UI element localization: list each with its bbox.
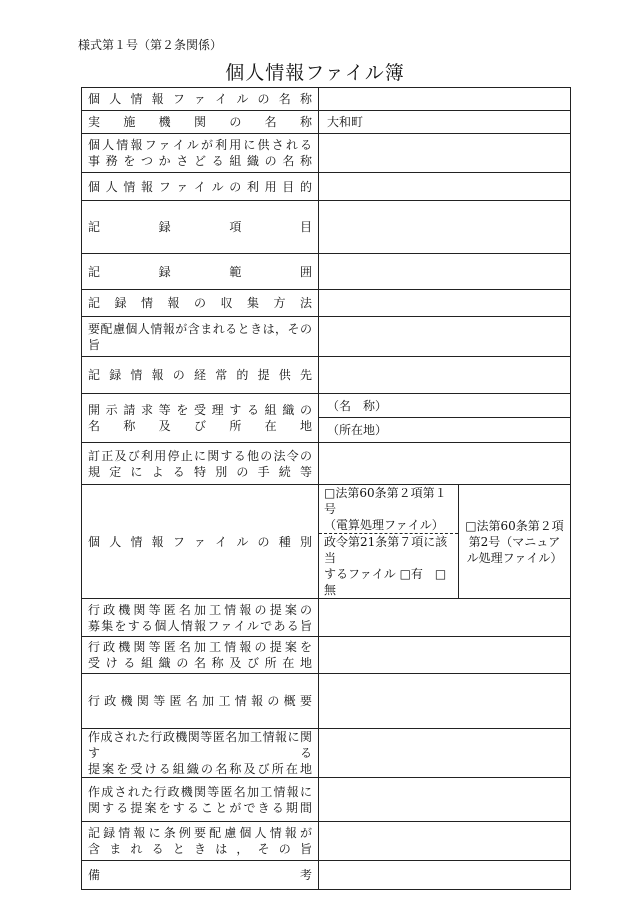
row-label-file-type: 個人情報ファイルの種別 xyxy=(82,485,319,599)
anonymized-solicitation-field[interactable] xyxy=(319,599,571,637)
row-label-anonymized-summary: 行政機関等匿名加工情報の概要 xyxy=(82,674,319,729)
sensitive-info-field[interactable] xyxy=(319,317,571,357)
row-label-administering-organization: 個人情報ファイルが利用に供される 事務をつかさどる組織の名称 xyxy=(82,134,319,173)
remarks-field[interactable] xyxy=(319,861,571,890)
table-row xyxy=(82,290,571,317)
anonymized-summary-field[interactable] xyxy=(319,674,571,729)
table-row xyxy=(82,674,571,729)
electronic-file-checkbox-label: □法第60条第２項第１号 xyxy=(324,486,447,516)
manual-file-caption-2: ル処理ファイル） xyxy=(466,550,563,565)
table-row xyxy=(82,443,571,485)
record-items-field[interactable] xyxy=(319,201,571,254)
record-scope-field[interactable] xyxy=(319,254,571,290)
row-label-remarks: 備考 xyxy=(82,861,319,890)
ordinance-sensitive-info-field[interactable] xyxy=(319,822,571,861)
table-row xyxy=(82,88,571,111)
table-row xyxy=(82,778,571,822)
agency-name-field[interactable]: 大和町 xyxy=(319,111,571,134)
table-row xyxy=(82,317,571,357)
table-row xyxy=(82,637,571,674)
table-row xyxy=(82,822,571,861)
special-procedures-field[interactable] xyxy=(319,443,571,485)
ordinance-caption: 政令第21条第７項に該当 xyxy=(324,535,448,565)
anonymized-receiving-org-field[interactable] xyxy=(319,637,571,674)
administering-organization-field[interactable] xyxy=(319,134,571,173)
table-row xyxy=(82,485,571,534)
regular-recipients-field[interactable] xyxy=(319,357,571,394)
table-row xyxy=(82,201,571,254)
disclosure-org-name-field[interactable]: （名 称） xyxy=(319,394,571,418)
table-row xyxy=(82,134,571,173)
row-label-sensitive-info: 要配慮個人情報が含まれるときは，その旨 xyxy=(82,317,319,357)
row-label-agency-name: 実施機関の名称 xyxy=(82,111,319,134)
collection-method-field[interactable] xyxy=(319,290,571,317)
form-number: 様式第１号（第２条関係） xyxy=(78,38,223,52)
ordinance-checkboxes[interactable]: するファイル □有 □無 xyxy=(324,567,447,597)
register-table xyxy=(81,87,571,890)
table-row xyxy=(82,111,571,134)
table-row xyxy=(82,357,571,394)
page-title: 個人情報ファイル簿 xyxy=(225,62,405,84)
row-label-regular-recipients: 記録情報の経常的提供先 xyxy=(82,357,319,394)
table-row xyxy=(82,254,571,290)
row-label-anonymized-solicitation: 行政機関等匿名加工情報の提案の 募集をする個人情報ファイルである旨 xyxy=(82,599,319,637)
table-row xyxy=(82,394,571,418)
proposal-period-field[interactable] xyxy=(319,778,571,822)
row-label-anonymized-receiving-org: 行政機関等匿名加工情報の提案を 受ける組織の名称及び所在地 xyxy=(82,637,319,674)
manual-file-checkbox-label: □法第60条第２項 xyxy=(465,518,564,533)
table-row xyxy=(82,599,571,637)
manual-file-caption-1: 第2号（マニュア xyxy=(468,534,561,549)
row-label-proposal-period: 作成された行政機関等匿名加工情報に 関する提案をすることができる期間 xyxy=(82,778,319,822)
manual-file-option[interactable] xyxy=(459,485,571,599)
row-label-disclosure-organization: 開示請求等を受理する組織の 名称及び所在地 xyxy=(82,394,319,443)
file-name-field[interactable] xyxy=(319,88,571,111)
table-row xyxy=(82,173,571,201)
electronic-file-option[interactable] xyxy=(319,485,459,534)
row-label-collection-method: 記録情報の収集方法 xyxy=(82,290,319,317)
row-label-record-scope: 記録範囲 xyxy=(82,254,319,290)
electronic-file-caption: （電算処理ファイル） xyxy=(324,518,444,532)
table-row xyxy=(82,861,571,890)
purpose-field[interactable] xyxy=(319,173,571,201)
row-label-special-procedures: 訂正及び利用停止に関する他の法令の 規定による特別の手続等 xyxy=(82,443,319,485)
row-label-record-items: 記録項目 xyxy=(82,201,319,254)
ordinance-option[interactable] xyxy=(319,534,459,599)
created-anonymized-org-field[interactable] xyxy=(319,729,571,778)
row-label-file-name: 個人情報ファイルの名称 xyxy=(82,88,319,111)
table-row xyxy=(82,729,571,778)
row-label-purpose: 個人情報ファイルの利用目的 xyxy=(82,173,319,201)
row-label-ordinance-sensitive-info: 記録情報に条例要配慮個人情報が 含まれるときは，その旨 xyxy=(82,822,319,861)
disclosure-org-address-field[interactable]: （所在地） xyxy=(319,418,571,443)
row-label-created-anonymized-org: 作成された行政機関等匿名加工情報に関する 提案を受ける組織の名称及び所在地 xyxy=(82,729,319,778)
